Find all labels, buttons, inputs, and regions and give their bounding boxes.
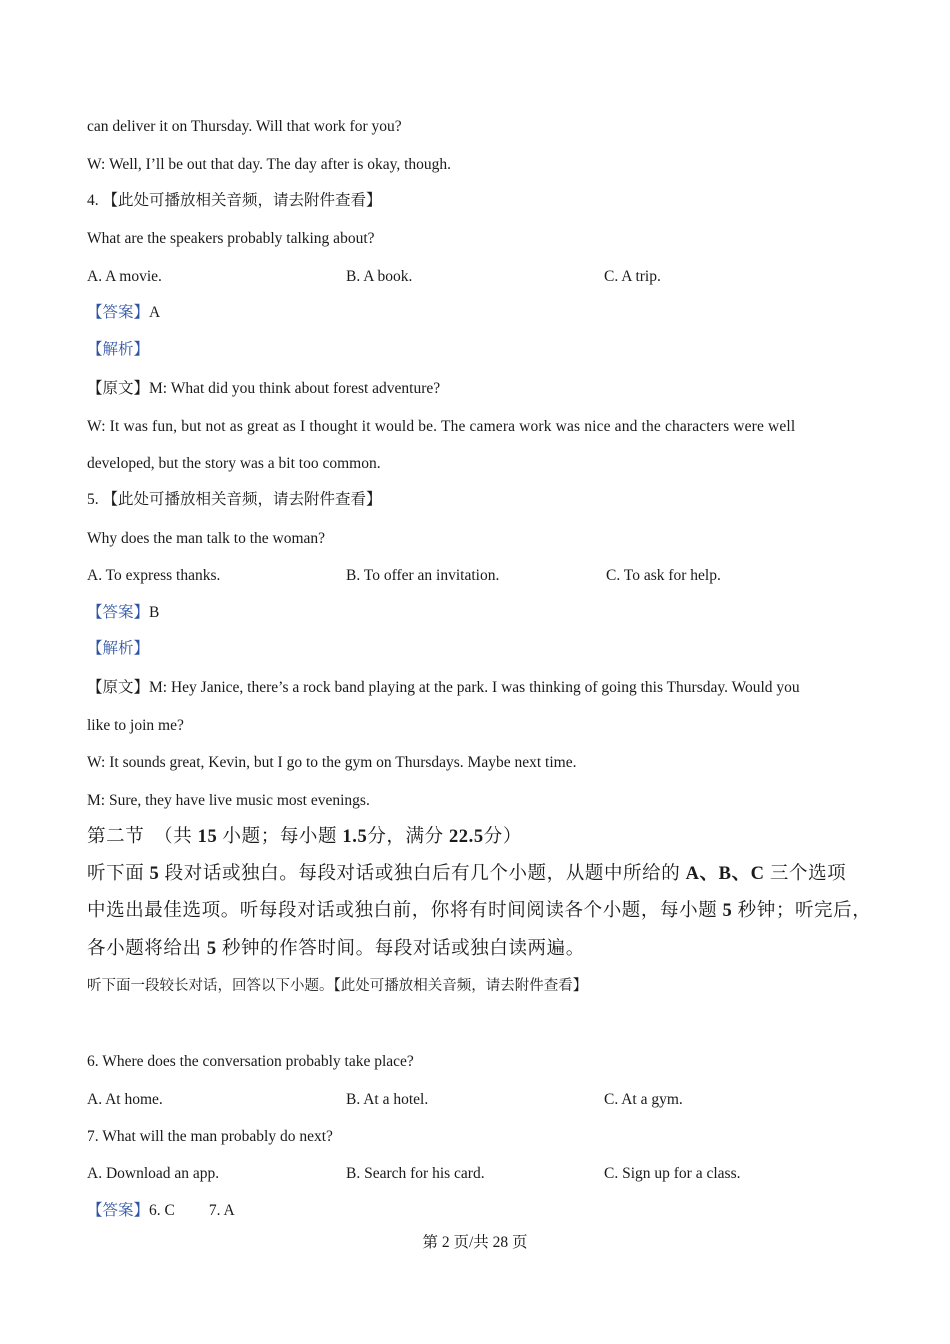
question-number: 4. <box>87 192 99 209</box>
dialog-line: can deliver it on Thursday. Will that work for you? <box>87 118 402 135</box>
audio-note-link[interactable]: 【此处可播放相关音频，请去附件查看】 <box>102 491 382 508</box>
question-4-header <box>87 191 382 211</box>
option-a: A. At home. <box>87 1091 163 1108</box>
answer-tag: 【答案】 <box>87 1202 150 1219</box>
option-c: C. A trip. <box>604 268 661 285</box>
dialog-line: M: Sure, they have live music most evenings. <box>87 792 370 809</box>
answer-tag: 【答案】 <box>87 604 150 621</box>
instruction-line <box>87 899 871 923</box>
original-tag: 【原文】 <box>87 679 150 696</box>
answer-line <box>87 603 159 623</box>
heading-number: 1.5 <box>342 827 368 847</box>
page-footer: 第 2 页/共 28 页 <box>422 1234 528 1251</box>
option-c: C. Sign up for a class. <box>604 1165 741 1182</box>
instruction-options: A、B、C <box>685 864 765 884</box>
instruction-text: 听下面 <box>87 864 145 884</box>
heading-text: 分，满分 <box>367 827 444 847</box>
question-6-text: 6. Where does the conversation probably take place? <box>87 1053 414 1070</box>
answer-line <box>87 1201 235 1221</box>
option-b: B. Search for his card. <box>346 1165 485 1182</box>
instruction-text: 三个选项 <box>769 864 847 884</box>
analysis-tag: 【解析】 <box>87 341 150 358</box>
instruction-line <box>87 937 585 961</box>
original-tag: 【原文】 <box>87 380 150 397</box>
option-a: A. To express thanks. <box>87 567 221 584</box>
instruction-text: 秒钟；听完后， <box>737 901 872 921</box>
answer-value: B <box>149 604 160 621</box>
dialog-line: W: It was fun, but not as great as I thought it would be. The camera work was nice and the characters were well <box>87 418 796 435</box>
answer-value: A <box>149 304 161 321</box>
instruction-number: 5 <box>206 939 217 959</box>
question-5-text: Why does the man talk to the woman? <box>87 530 326 547</box>
analysis-tag: 【解析】 <box>87 640 150 657</box>
answer-line <box>87 303 160 323</box>
dialog-line: developed, but the story was a bit too common. <box>87 455 381 472</box>
dialog-line: like to join me? <box>87 717 184 734</box>
answer-value: 6. C <box>149 1202 175 1219</box>
option-b: B. To offer an invitation. <box>346 567 500 584</box>
dialog-line: M: What did you think about forest adventure? <box>149 380 441 397</box>
question-7-text: 7. What will the man probably do next? <box>87 1128 333 1145</box>
original-text-line <box>87 379 440 399</box>
dialog-line: W: It sounds great, Kevin, but I go to the gym on Thursdays. Maybe next time. <box>87 754 577 771</box>
instruction-text: 段对话或独白。每段对话或独白后有几个小题，从题中所给的 <box>164 864 681 884</box>
option-b: B. At a hotel. <box>346 1091 429 1108</box>
heading-text: 第二节 （共 <box>87 827 193 847</box>
instruction-number: 5 <box>722 901 733 921</box>
option-a: A. A movie. <box>87 268 162 285</box>
option-a: A. Download an app. <box>87 1165 220 1182</box>
heading-number: 15 <box>197 827 218 847</box>
audio-note-link[interactable]: 【此处可播放相关音频，请去附件查看】 <box>102 192 382 209</box>
question-4-text: What are the speakers probably talking about? <box>87 230 375 247</box>
question-5-header <box>87 490 382 510</box>
answer-value: 7. A <box>208 1202 235 1219</box>
long-dialog-intro[interactable]: 听下面一段较长对话，回答以下小题。【此处可播放相关音频，请去附件查看】 <box>87 978 588 994</box>
original-text-line <box>87 678 800 698</box>
instruction-text: 各小题将给出 <box>87 939 202 959</box>
option-c: C. At a gym. <box>604 1091 683 1108</box>
dialog-line: W: Well, I’ll be out that day. The day after is okay, though. <box>87 156 452 173</box>
answer-tag: 【答案】 <box>87 304 150 321</box>
dialog-line: M: Hey Janice, there’s a rock band playing at the park. I was thinking of going this Thursday. Would you <box>149 679 800 696</box>
heading-text: 分） <box>483 827 522 847</box>
option-b: B. A book. <box>346 268 413 285</box>
instruction-text: 中选出最佳选项。听每段对话或独白前，你将有时间阅读各个小题，每小题 <box>87 901 718 921</box>
section-2-heading <box>87 825 522 849</box>
option-c: C. To ask for help. <box>606 567 721 584</box>
instruction-line <box>87 862 846 886</box>
instruction-number: 5 <box>149 864 160 884</box>
heading-text: 小题；每小题 <box>222 827 338 847</box>
heading-number: 22.5 <box>448 827 484 847</box>
instruction-text: 秒钟的作答时间。每段对话或独白读两遍。 <box>221 939 585 959</box>
question-number: 5. <box>87 491 99 508</box>
